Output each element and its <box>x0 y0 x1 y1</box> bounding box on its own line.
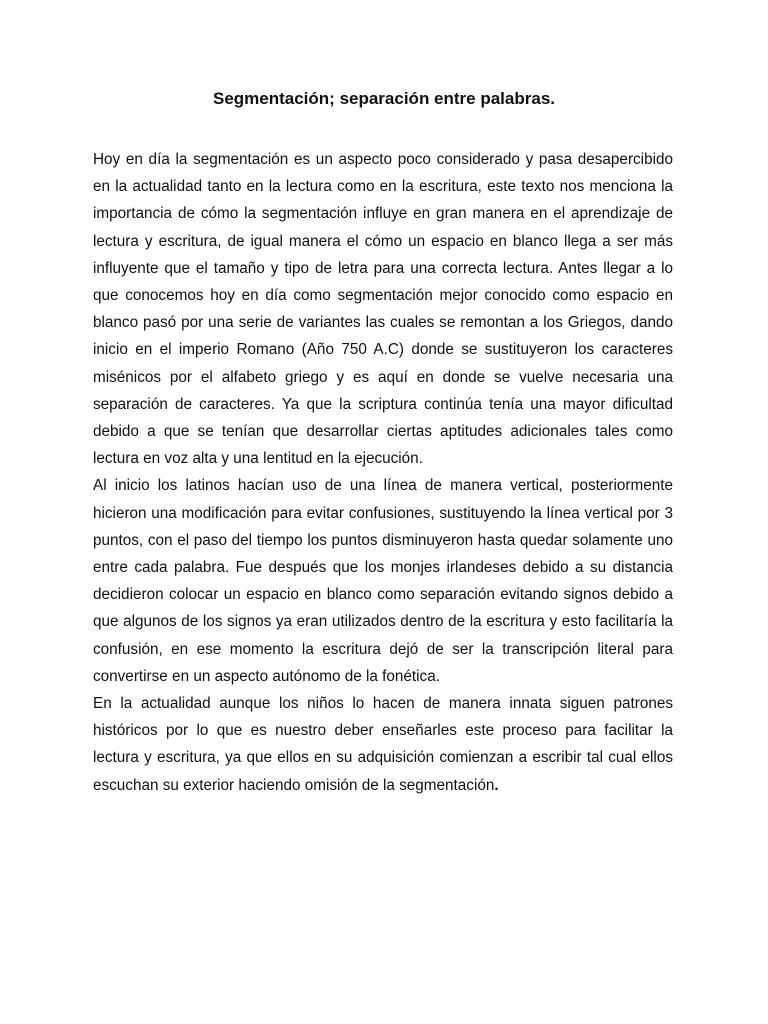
document-title: Segmentación; separación entre palabras. <box>212 89 555 108</box>
paragraph-3 <box>93 690 673 799</box>
document-body <box>93 146 673 799</box>
paragraph-3-final-period: . <box>494 776 499 794</box>
paragraph-3-text: En la actualidad aunque los niños lo hacen de manera innata siguen patrones históricos por lo que es nuestro deber enseñarles este proceso para facilitar la lectura y escritura, ya que ellos en su adquisición comienzan a escribir tal cual ellos escuchan su exterior haciendo omisión de la segmentación <box>93 695 673 794</box>
paragraph-1: Hoy en día la segmentación es un aspecto poco considerado y pasa desapercibido en la actualidad tanto en la lectura como en la escritura, este texto nos menciona la importancia de cómo la segmentación influye en gran manera en el aprendizaje de lectura y escritura, de igual manera el cómo un espacio en blanco llega a ser más influyente que el tamaño y tipo de letra para una correcta lectura. Antes llegar a lo que conocemos hoy en día como segmentación mejor conocido como espacio en blanco pasó por una serie de variantes las cuales se remontan a los Griegos, dando inicio en el imperio Romano (Año 750 A.C) donde se sustituyeron los caracteres misénicos por el alfabeto griego y es aquí en donde se vuelve necesaria una separación de caracteres. Ya que la scriptura continúa tenía una mayor dificultad debido a que se tenían que desarrollar ciertas aptitudes adicionales tales como lectura en voz alta y una lentitud en la ejecución. <box>93 151 673 468</box>
paragraph-2: Al inicio los latinos hacían uso de una línea de manera vertical, posteriormente hicieron una modificación para evitar confusiones, sustituyendo la línea vertical por 3 puntos, con el paso del tiempo los puntos disminuyeron hasta quedar solamente uno entre cada palabra. Fue después que los monjes irlandeses debido a su distancia decidieron colocar un espacio en blanco como separación evitando signos debido a que algunos de los signos ya eran utilizados dentro de la escritura y esto facilitaría la confusión, en ese momento la escritura dejó de ser la transcripción literal para convertirse en un aspecto autónomo de la fonética. <box>93 477 673 685</box>
